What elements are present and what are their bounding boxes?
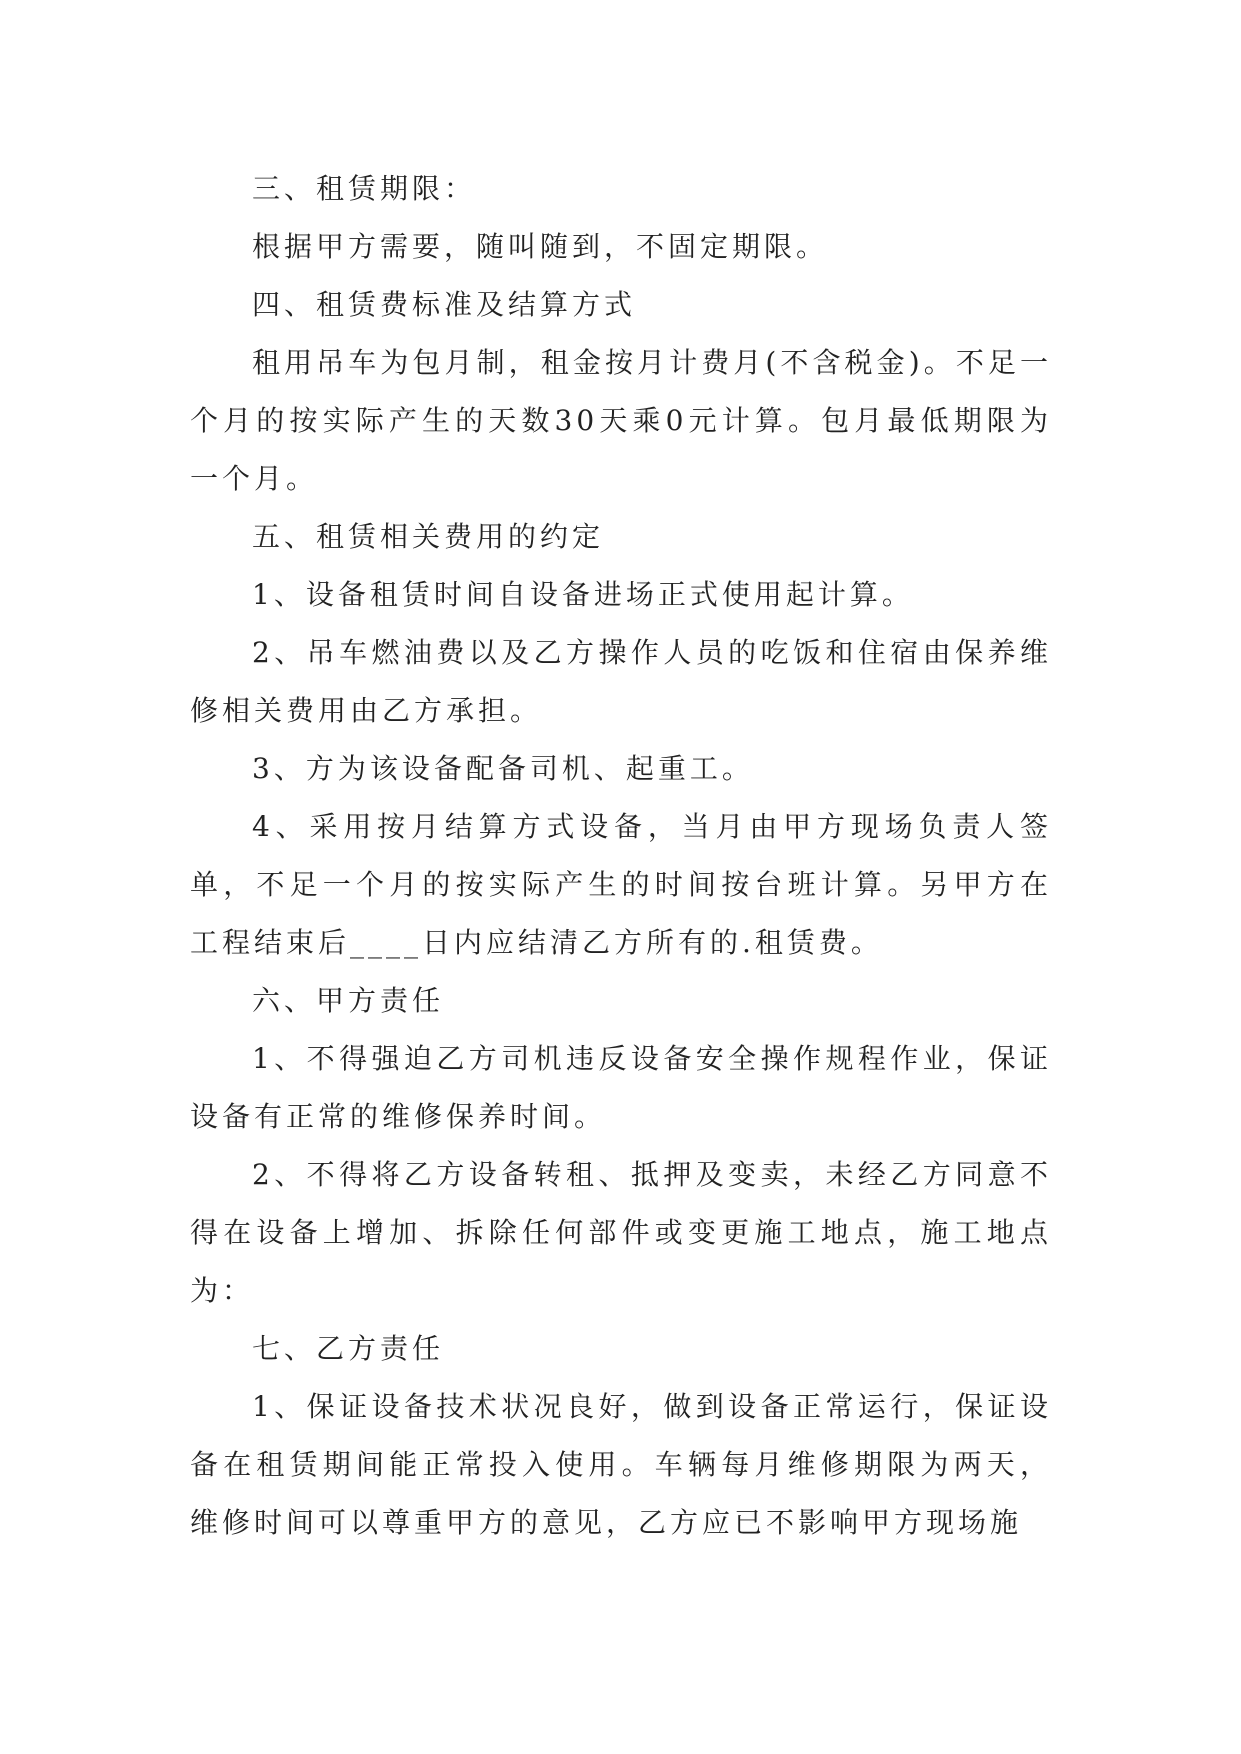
paragraph: 根据甲方需要，随叫随到，不固定期限。: [252, 230, 829, 263]
paragraph: 1、保证设备技术状况良好，做到设备正常运行，保证设备在租赁期间能正常投入使用。车辆每月维修期限为两天，维修时间可以尊重甲方的意见，乙方应已不影响甲方现场施: [190, 1390, 1052, 1539]
paragraph: 4、采用按月结算方式设备，当月由甲方现场负责人签单，不足一个月的按实际产生的时间按台班计算。另甲方在工程结束后____日内应结清乙方所有的.租赁费。: [190, 810, 1052, 959]
document-body: [190, 160, 1052, 1552]
section-heading-related-fees: 五、租赁相关费用的约定: [252, 520, 605, 553]
paragraph: 2、不得将乙方设备转租、抵押及变卖，未经乙方同意不得在设备上增加、拆除任何部件或变更施工地点，施工地点为：: [190, 1158, 1052, 1307]
section-heading-fee-standard: 四、租赁费标准及结算方式: [252, 288, 637, 321]
section-heading-party-b-duties: 七、乙方责任: [252, 1332, 445, 1365]
paragraph: 1、设备租赁时间自设备进场正式使用起计算。: [252, 578, 914, 611]
paragraph: 2、吊车燃油费以及乙方操作人员的吃饭和住宿由保养维修相关费用由乙方承担。: [190, 636, 1052, 727]
section-heading-lease-term: 三、租赁期限：: [252, 172, 477, 205]
paragraph: 3、方为该设备配备司机、起重工。: [252, 752, 754, 785]
section-heading-party-a-duties: 六、甲方责任: [252, 984, 445, 1017]
paragraph: 租用吊车为包月制，租金按月计费月(不含税金)。不足一个月的按实际产生的天数30天乘0元计算。包月最低期限为一个月。: [190, 346, 1052, 495]
paragraph: 1、不得强迫乙方司机违反设备安全操作规程作业，保证设备有正常的维修保养时间。: [190, 1042, 1052, 1133]
